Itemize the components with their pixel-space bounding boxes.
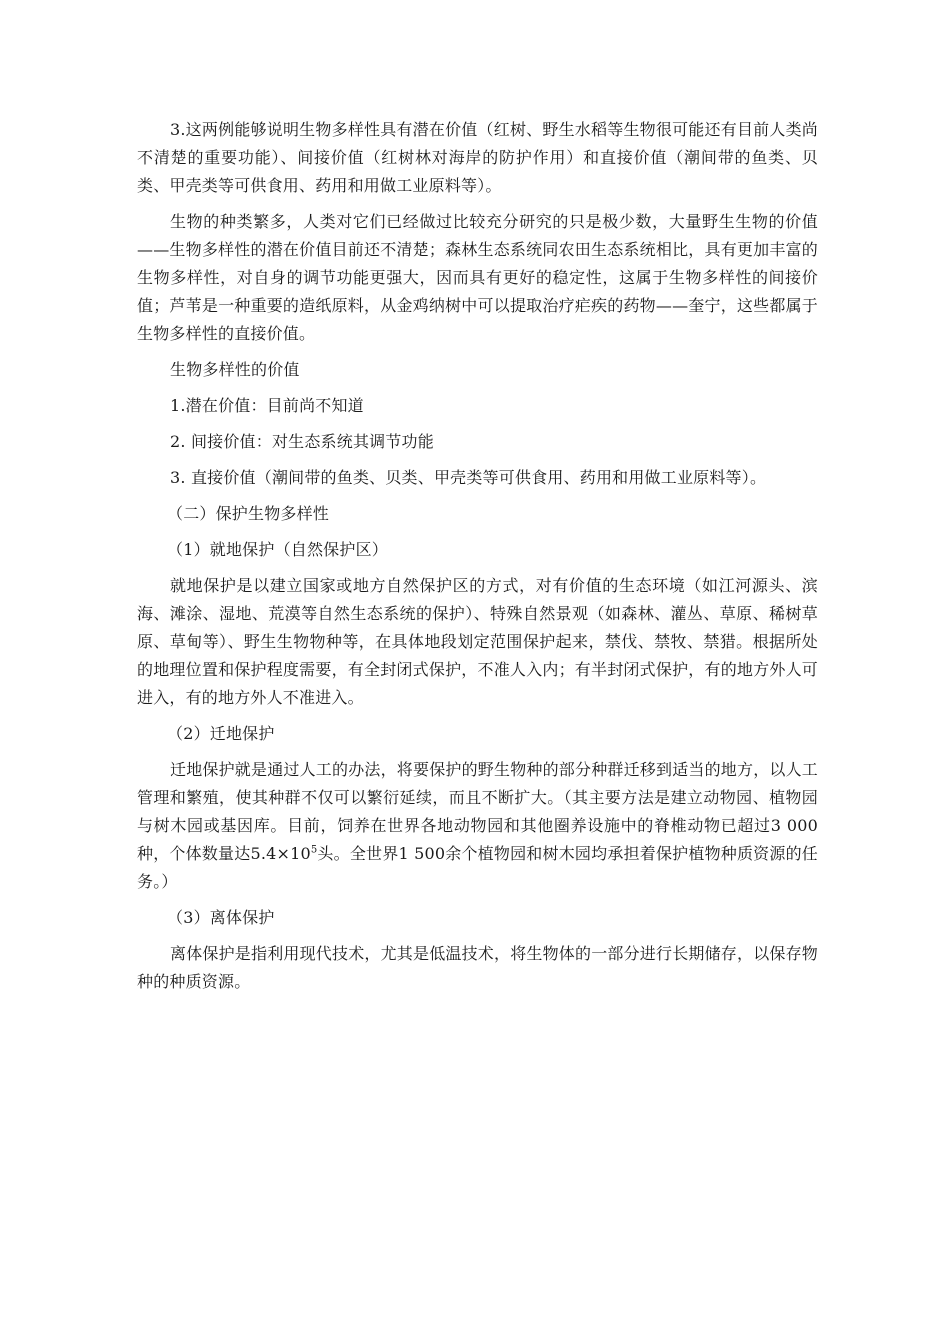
- document-body: [137, 116, 818, 996]
- in-situ-heading: （1）就地保护（自然保护区）: [167, 540, 388, 559]
- ex-situ-paragraph: [137, 756, 818, 896]
- ex-situ-text-end: 头。全世界1 500余个植物园和树木园均承担着保护植物种质资源的任务。）: [137, 844, 819, 891]
- paragraph-species-value: 生物的种类繁多，人类对它们已经做过比较充分研究的只是极少数，大量野生生物的价值——生物多样性的潜在价值目前还不清楚；森林生态系统同农田生态系统相比，具有更加丰富的生物多样性，对自身的调节功能更强大，因而具有更好的稳定性，这属于生物多样性的间接价值；芦苇是一种重要的造纸原料，从金鸡纳树中可以提取治疗疟疾的药物——奎宁，这些都属于生物多样性的直接价值。: [137, 212, 818, 343]
- paragraph-value-examples: 3.这两例能够说明生物多样性具有潜在价值（红树、野生水稻等生物很可能还有目前人类尚不清楚的重要功能）、间接价值（红树林对海岸的防护作用）和直接价值（潮间带的鱼类、贝类、甲壳类等可供食用、药用和用做工业原料等）。: [137, 120, 818, 195]
- value-item-potential: 1.潜在价值：目前尚不知道: [170, 396, 364, 415]
- ex-vivo-heading: （3）离体保护: [167, 908, 275, 927]
- value-item-indirect: 2. 间接价值：对生态系统其调节功能: [170, 432, 434, 451]
- exponent: 5: [310, 844, 318, 856]
- value-item-direct: 3. 直接价值（潮间带的鱼类、贝类、甲壳类等可供食用、药用和用做工业原料等）。: [170, 468, 767, 487]
- ex-situ-text-start: 迁地保护就是通过人工的办法，将要保护的野生物种的部分种群迁移到适当的地方，以人工管理和繁殖，使其种群不仅可以繁衍延续，而且不断扩大。（其主要方法是建立动物园、植物园与树木园或基因库。目前，饲养在世界各地动物园和其他圈养设施中的脊椎动物已超过3 000种，个体数量达5.4×10: [137, 760, 819, 863]
- ex-situ-heading: （2）迁地保护: [167, 724, 275, 743]
- in-situ-paragraph: 就地保护是以建立国家或地方自然保护区的方式，对有价值的生态环境（如江河源头、滨海、滩涂、湿地、荒漠等自然生态系统的保护）、特殊自然景观（如森林、灌丛、草原、稀树草原、草甸等）、野生生物物种等，在具体地段划定范围保护起来，禁伐、禁牧、禁猎。根据所处的地理位置和保护程度需要，有全封闭式保护，不准人入内；有半封闭式保护，有的地方外人可进入，有的地方外人不准进入。: [137, 576, 818, 707]
- ex-vivo-paragraph: 离体保护是指利用现代技术，尤其是低温技术，将生物体的一部分进行长期储存，以保存物种的种质资源。: [137, 944, 819, 991]
- value-heading: 生物多样性的价值: [170, 360, 300, 379]
- section-heading-protection: （二）保护生物多样性: [167, 504, 330, 523]
